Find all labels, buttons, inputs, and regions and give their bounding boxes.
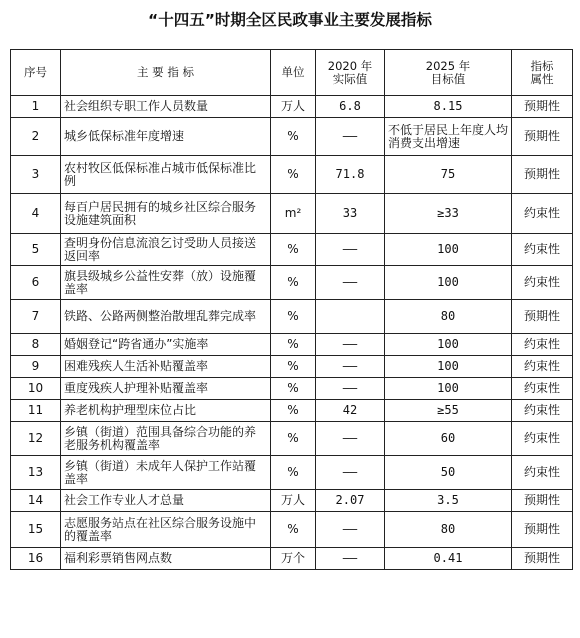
row-indicator: 社会工作专业人才总量 [61,490,271,512]
row-value-2020: —— [316,378,385,400]
row-seq: 11 [11,400,61,422]
row-value-2025: 80 [385,512,512,548]
row-indicator: 铁路、公路两侧整治散埋乱葬完成率 [61,300,271,334]
row-seq: 1 [11,96,61,118]
row-value-2020: 6.8 [316,96,385,118]
row-value-2020: —— [316,266,385,300]
table-row [11,422,573,456]
row-value-2025: 不低于居民上年度人均消费支出增速 [385,118,512,156]
row-attribute: 约束性 [512,234,573,266]
row-indicator: 福利彩票销售网点数 [61,548,271,570]
row-indicator: 养老机构护理型床位占比 [61,400,271,422]
table-row [11,300,573,334]
row-unit: 万人 [271,96,316,118]
table-row [11,356,573,378]
table-row [11,194,573,234]
row-seq: 2 [11,118,61,156]
row-value-2020: 2.07 [316,490,385,512]
table-row [11,378,573,400]
row-attribute: 约束性 [512,356,573,378]
row-value-2025: ≥55 [385,400,512,422]
table-row [11,118,573,156]
row-value-2020: —— [316,118,385,156]
row-value-2025: 75 [385,156,512,194]
row-value-2025: ≥33 [385,194,512,234]
row-indicator: 重度残疾人护理补贴覆盖率 [61,378,271,400]
row-seq: 14 [11,490,61,512]
document-title: “十四五”时期全区民政事业主要发展指标 [148,11,432,29]
row-unit: % [271,456,316,490]
row-seq: 3 [11,156,61,194]
row-attribute: 预期性 [512,300,573,334]
row-value-2020: 71.8 [316,156,385,194]
row-indicator: 查明身份信息流浪乞讨受助人员接送返回率 [61,234,271,266]
row-value-2025: 50 [385,456,512,490]
row-seq: 13 [11,456,61,490]
row-value-2020: —— [316,548,385,570]
table-row [11,400,573,422]
header-attr: 指标 属性 [512,50,573,96]
header-seq: 序号 [11,50,61,96]
table-row [11,266,573,300]
row-seq: 8 [11,334,61,356]
row-seq: 4 [11,194,61,234]
row-unit: 万个 [271,548,316,570]
header-row [11,50,573,96]
row-value-2025: 3.5 [385,490,512,512]
row-seq: 6 [11,266,61,300]
row-indicator: 每百户居民拥有的城乡社区综合服务设施建筑面积 [61,194,271,234]
table-row [11,490,573,512]
row-unit: m² [271,194,316,234]
row-seq: 12 [11,422,61,456]
header-unit: 单位 [271,50,316,96]
row-indicator: 农村牧区低保标准占城市低保标准比例 [61,156,271,194]
row-value-2020: —— [316,356,385,378]
row-attribute: 约束性 [512,400,573,422]
row-indicator: 困难残疾人生活补贴覆盖率 [61,356,271,378]
row-value-2020: —— [316,512,385,548]
row-unit: % [271,422,316,456]
row-unit: % [271,266,316,300]
row-value-2020: —— [316,456,385,490]
row-unit: % [271,400,316,422]
header-2025: 2025 年 目标值 [385,50,512,96]
row-value-2025: 0.41 [385,548,512,570]
row-unit: % [271,334,316,356]
row-unit: 万人 [271,490,316,512]
row-unit: % [271,378,316,400]
row-indicator: 城乡低保标准年度增速 [61,118,271,156]
row-attribute: 约束性 [512,194,573,234]
row-value-2020: —— [316,422,385,456]
row-attribute: 约束性 [512,378,573,400]
row-unit: % [271,234,316,266]
row-attribute: 预期性 [512,118,573,156]
row-unit: % [271,356,316,378]
table-row [11,512,573,548]
table-row [11,334,573,356]
row-indicator: 社会组织专职工作人员数量 [61,96,271,118]
row-value-2025: 100 [385,334,512,356]
row-indicator: 旗县级城乡公益性安葬（放）设施覆盖率 [61,266,271,300]
row-value-2025: 60 [385,422,512,456]
row-seq: 10 [11,378,61,400]
row-unit: % [271,300,316,334]
row-value-2020: 42 [316,400,385,422]
row-indicator: 志愿服务站点在社区综合服务设施中的覆盖率 [61,512,271,548]
row-seq: 7 [11,300,61,334]
row-seq: 9 [11,356,61,378]
row-value-2025: 8.15 [385,96,512,118]
row-value-2020 [316,300,385,334]
row-attribute: 约束性 [512,334,573,356]
row-unit: % [271,512,316,548]
row-indicator: 乡镇（街道）未成年人保护工作站覆盖率 [61,456,271,490]
row-seq: 15 [11,512,61,548]
row-attribute: 预期性 [512,156,573,194]
table-row [11,234,573,266]
header-indicator: 主 要 指 标 [61,50,271,96]
row-attribute: 约束性 [512,266,573,300]
table-row [11,456,573,490]
row-value-2025: 100 [385,266,512,300]
row-unit: % [271,156,316,194]
row-seq: 16 [11,548,61,570]
row-value-2025: 100 [385,356,512,378]
row-value-2025: 100 [385,234,512,266]
header-2020: 2020 年 实际值 [316,50,385,96]
row-value-2025: 80 [385,300,512,334]
row-value-2020: —— [316,334,385,356]
row-value-2020: —— [316,234,385,266]
indicators-table [10,49,573,570]
row-seq: 5 [11,234,61,266]
row-value-2020: 33 [316,194,385,234]
table-row [11,548,573,570]
row-attribute: 预期性 [512,96,573,118]
table-row [11,96,573,118]
row-attribute: 约束性 [512,456,573,490]
row-indicator: 婚姻登记“跨省通办”实施率 [61,334,271,356]
row-unit: % [271,118,316,156]
row-attribute: 预期性 [512,548,573,570]
row-indicator: 乡镇（街道）范围具备综合功能的养老服务机构覆盖率 [61,422,271,456]
row-attribute: 预期性 [512,490,573,512]
table-row [11,156,573,194]
row-attribute: 约束性 [512,422,573,456]
row-attribute: 预期性 [512,512,573,548]
row-value-2025: 100 [385,378,512,400]
